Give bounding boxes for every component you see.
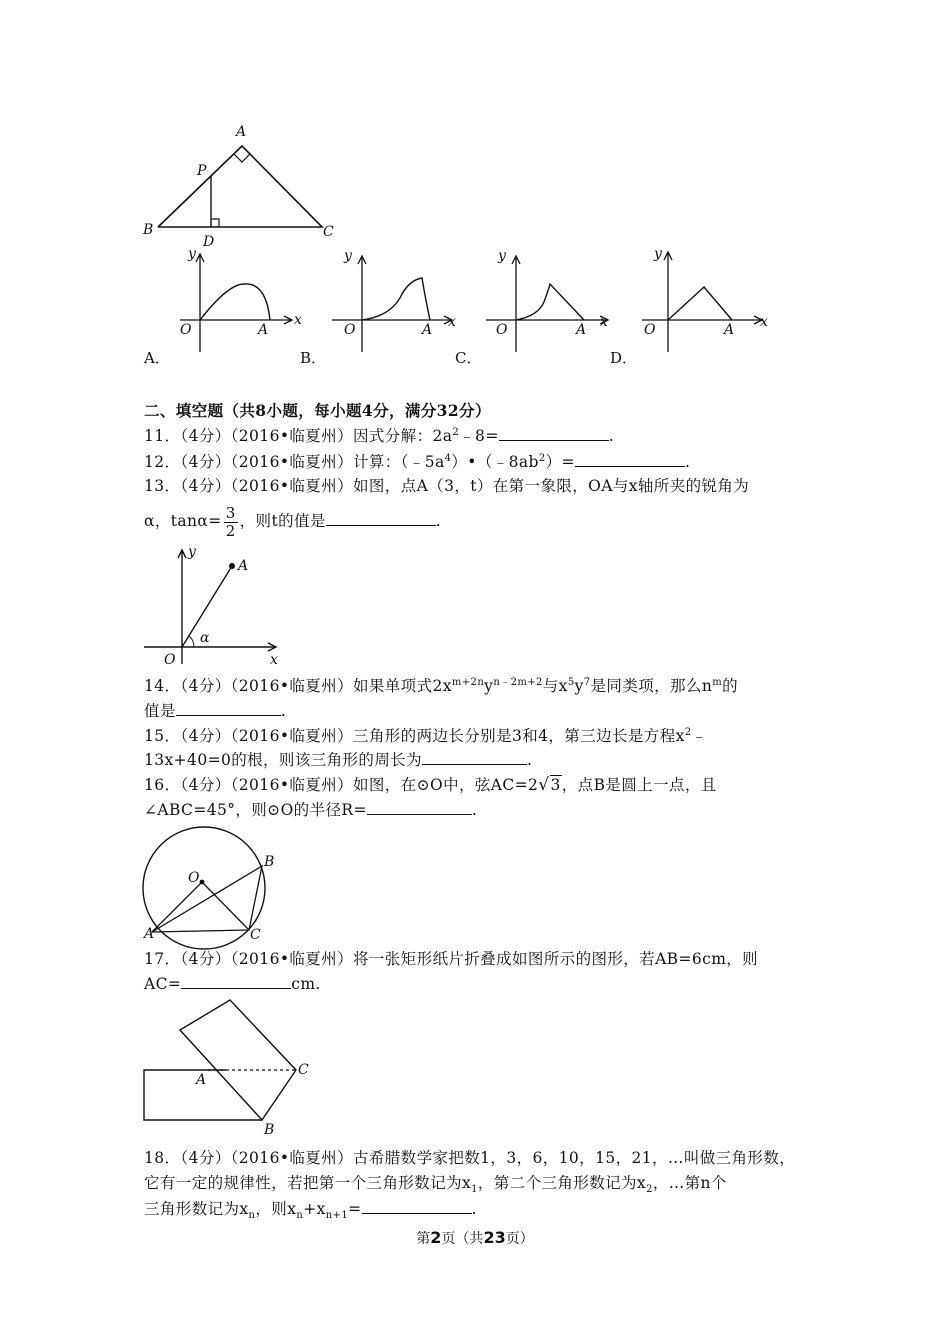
svg-text:O: O — [180, 322, 192, 338]
graph-option-c — [486, 244, 626, 354]
answer-blank — [362, 1199, 472, 1214]
svg-text:A: A — [144, 926, 155, 942]
svg-text:y: y — [188, 246, 196, 262]
svg-text:C: C — [298, 1062, 309, 1078]
svg-text:A: A — [258, 322, 269, 338]
question-16-line2: ∠ABC=45°，则⊙O的半径R= . — [144, 801, 478, 819]
question-12: 12．（4分）（2016•临夏州）计算：$(﹣5a^4)•(﹣8ab^2)=$ . — [144, 452, 691, 471]
answer-blank — [176, 701, 281, 716]
svg-text:O: O — [164, 652, 176, 668]
svg-text:O: O — [496, 322, 508, 338]
svg-text:C: C — [250, 927, 261, 943]
question-18-line2: 它有一定的规律性，若把第一个三角形数记为$x_1$，第二个三角形数记为$x_2$，…第n个 — [144, 1174, 727, 1196]
svg-text:y: y — [654, 246, 662, 262]
question-15-line2: 13x+40=0的根，则该三角形的周长为 . — [144, 751, 533, 769]
svg-text:A: A — [238, 558, 249, 574]
page-number: 2 — [430, 1228, 442, 1247]
svg-text:x: x — [600, 314, 608, 330]
label-c: C — [323, 224, 334, 240]
svg-text:A: A — [422, 322, 433, 338]
svg-text:B: B — [264, 1122, 275, 1138]
answer-blank — [499, 426, 609, 441]
svg-text:x: x — [448, 314, 456, 330]
svg-text:x: x — [294, 312, 302, 328]
question-18: 18．（4分）（2016•临夏州）古希腊数学家把数1，3，6，10，15，21，…叫做三角形数， — [144, 1149, 796, 1167]
graph-option-b — [332, 244, 472, 354]
sqrt-symbol: √ — [538, 775, 550, 795]
graph-option-d — [638, 244, 778, 354]
label-b: B — [143, 222, 154, 238]
option-c-label: C． — [455, 349, 482, 367]
q16-figure — [140, 826, 290, 946]
svg-text:y: y — [498, 248, 506, 264]
svg-text:y: y — [344, 248, 352, 264]
question-13-line2: α，tanα= $\frac{3}{2}$ ，则t的值是 . — [144, 503, 442, 540]
svg-text:y: y — [188, 544, 196, 560]
page-footer: 第2页（共23页） — [416, 1228, 534, 1247]
question-15: 15．（4分）（2016•临夏州）三角形的两边长分别是3和4，第三边长是方程$x^2﹣$ — [144, 726, 708, 745]
question-17: 17．（4分）（2016•临夏州）将一张矩形纸片折叠成如图所示的图形，若AB=6cm，则 — [144, 950, 759, 968]
option-b-label: B． — [300, 349, 327, 367]
question-18-line3: 三角形数记为$x_n$，则$x_n+x_{n+1}=$ . — [144, 1200, 477, 1222]
svg-text:A: A — [196, 1072, 207, 1088]
page-total: 23 — [483, 1228, 506, 1247]
q13-figure — [140, 544, 300, 669]
svg-text:O: O — [344, 322, 356, 338]
graph-option-a — [170, 244, 310, 354]
question-14: 14．（4分）（2016•临夏州）如果单项式$2x^{m+2n}y^{n﹣2m+2}$与$x^5y^7$是同类项，那么$n^m$的 — [144, 676, 738, 695]
question-17-line2: AC= cm. — [144, 975, 321, 993]
fraction: $\frac{3}{2}$ — [225, 503, 236, 540]
svg-text:O: O — [188, 870, 200, 886]
answer-blank — [575, 452, 685, 467]
label-a: A — [236, 124, 247, 140]
triangle-figure — [140, 122, 340, 252]
label-p: P — [197, 163, 207, 179]
question-11: 11．（4分）（2016•临夏州）因式分解：$2a^2﹣8=$ . — [144, 426, 615, 445]
svg-text:B: B — [264, 854, 275, 870]
svg-text:A: A — [724, 322, 735, 338]
svg-text:x: x — [760, 314, 768, 330]
answer-blank — [181, 974, 291, 989]
answer-blank — [367, 800, 472, 815]
answer-blank — [326, 511, 436, 526]
svg-text:A: A — [576, 322, 587, 338]
q17-figure — [140, 1000, 320, 1140]
question-14-line2: 值是 . — [144, 702, 287, 720]
svg-text:O: O — [644, 322, 656, 338]
label-d: D — [203, 234, 215, 250]
option-d-label: D． — [610, 349, 638, 367]
svg-text:x: x — [270, 652, 278, 668]
section-title: 二、填空题（共8小题，每小题4分，满分32分） — [144, 401, 491, 420]
answer-blank — [422, 750, 527, 765]
question-16: 16．（4分）（2016•临夏州）如图，在⊙O中，弦AC=2√3，点B是圆上一点，且 — [144, 775, 717, 795]
svg-text:α: α — [200, 630, 210, 646]
question-13: 13．（4分）（2016•临夏州）如图，点A（3，t）在第一象限，OA与x轴所夹的锐角为 — [144, 477, 750, 495]
option-a-label: A． — [144, 349, 170, 367]
